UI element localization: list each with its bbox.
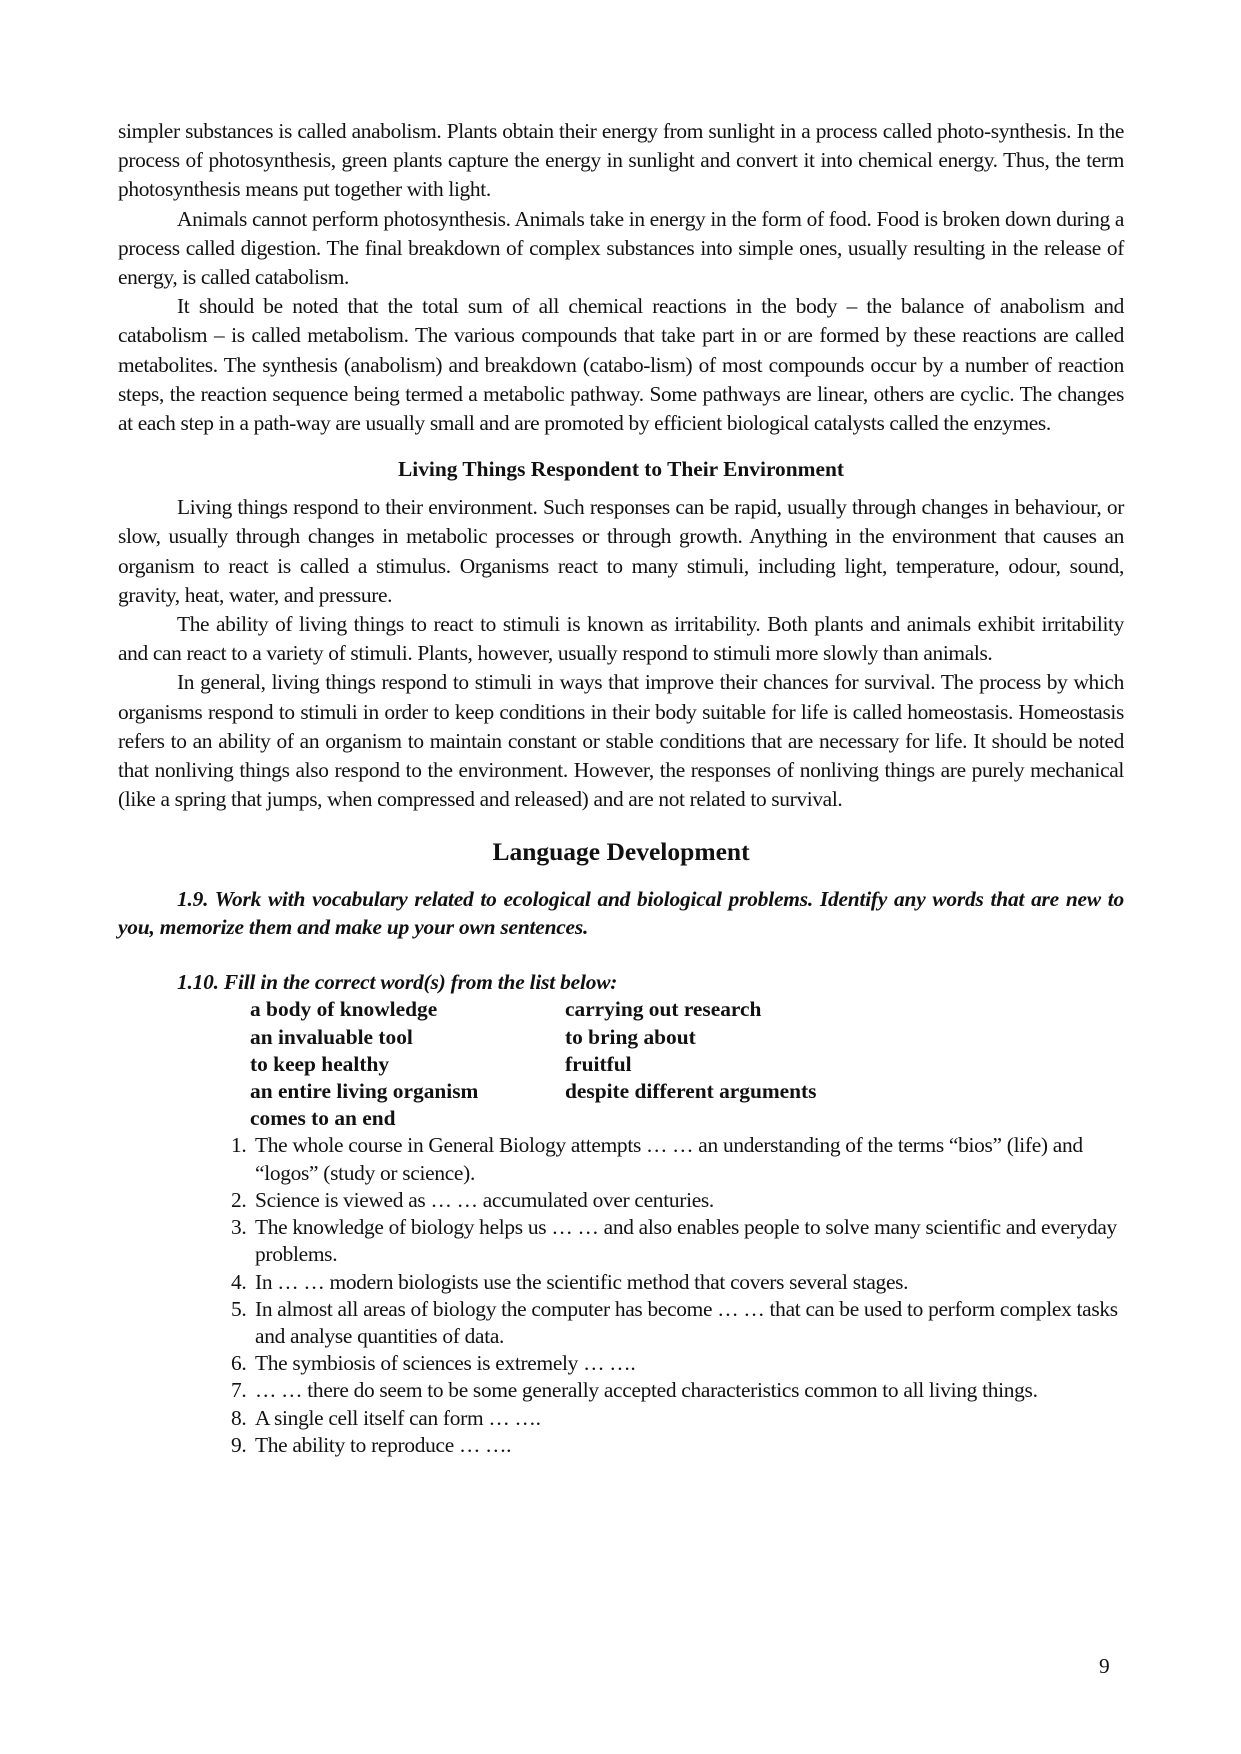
exercise-item bbox=[231, 1214, 1124, 1268]
paragraph-irritability: The ability of living things to react to stimuli is known as irritability. Both plants and animals exhibit irritability and can react to a variety of stimuli. Plants, however, usually respond to stimuli more slowly than animals. bbox=[118, 612, 1124, 666]
vocab-item: a body of knowledge bbox=[250, 997, 438, 1022]
paragraph-metabolism: It should be noted that the total sum of all chemical reactions in the body – the balance of anabolism and catabolism – is called metabolism. The various compounds that take part in or are formed by these reactions are called metabolites. The synthesis (anabolism) and breakdown (catabo-lism) of most compounds occur by a number of reaction steps, the reaction sequence being termed a metabolic pathway. Some pathways are linear, others are cyclic. The changes at each step in a path-way are usually small and are promoted by efficient biological catalysts called the enzymes. bbox=[118, 294, 1124, 436]
exercise-number: 7. bbox=[231, 1378, 247, 1403]
exercise-item bbox=[231, 1296, 1124, 1350]
page-content bbox=[118, 117, 1124, 1459]
exercise-item bbox=[231, 1269, 1124, 1296]
vocabulary-list bbox=[250, 996, 1124, 1132]
page-number: 9 bbox=[1099, 1654, 1110, 1678]
exercise-text: In almost all areas of biology the computer has become … … that can be used to perform complex tasks and analyse quantities of data. bbox=[255, 1296, 1118, 1348]
exercise-item bbox=[231, 1350, 1124, 1377]
exercise-text: The symbiosis of sciences is extremely … …. bbox=[255, 1351, 636, 1376]
paragraph-homeostasis: In general, living things respond to stimuli in ways that improve their chances for survival. The process by which organisms respond to stimuli in order to keep conditions in their body suitable for life is called homeostasis. Homeostasis refers to an ability of an organism to maintain constant or stable conditions that are necessary for life. It should be noted that nonliving things also respond to the environment. However, the responses of nonliving things are purely mechanical (like a spring that jumps, when compressed and released) and are not related to survival. bbox=[118, 670, 1124, 812]
exercise-text: … … there do seem to be some generally accepted characteristics common to all living things. bbox=[255, 1378, 1038, 1403]
vocab-item: carrying out research bbox=[565, 997, 762, 1022]
vocab-item: an entire living organism bbox=[250, 1079, 479, 1104]
paragraph-catabolism: Animals cannot perform photosynthesis. Animals take in energy in the form of food. Food is broken down during a process called digestion. The final breakdown of complex substances into simple ones, usually resulting in the release of energy, is called catabolism. bbox=[118, 206, 1124, 290]
exercise-text: A single cell itself can form … …. bbox=[255, 1405, 541, 1430]
exercise-item bbox=[231, 1432, 1124, 1459]
paragraph-anabolism: simpler substances is called anabolism. Plants obtain their energy from sunlight in a process called photo-synthesis. In the process of photosynthesis, green plants capture the energy in sunlight and convert it into chemical energy. Thus, the term photosynthesis means put together with light. bbox=[118, 119, 1124, 202]
exercise-number: 6. bbox=[231, 1351, 247, 1376]
exercise-item bbox=[231, 1187, 1124, 1214]
exercise-item bbox=[231, 1405, 1124, 1432]
exercise-number: 8. bbox=[231, 1405, 247, 1430]
section-heading: Living Things Respondent to Their Environment bbox=[398, 457, 844, 482]
vocab-item: an invaluable tool bbox=[250, 1024, 413, 1049]
exercise-number: 5. bbox=[231, 1296, 247, 1321]
vocab-item: to bring about bbox=[565, 1024, 696, 1049]
exercise-number: 2. bbox=[231, 1187, 247, 1212]
language-development-heading: Language Development bbox=[492, 837, 750, 867]
exercise-item bbox=[231, 1377, 1124, 1404]
exercise-text: The ability to reproduce … …. bbox=[255, 1432, 512, 1457]
vocab-item bbox=[565, 1105, 1124, 1132]
vocab-item: to keep healthy bbox=[250, 1051, 390, 1076]
paragraph-stimulus: Living things respond to their environment. Such responses can be rapid, usually through changes in behaviour, or slow, usually through changes in metabolic processes or through growth. Anything in the environment that causes an organism to react is called a stimulus. Organisms react to many stimuli, including light, temperature, odour, sound, gravity, heat, water, and pressure. bbox=[118, 495, 1124, 607]
vocab-item: comes to an end bbox=[250, 1106, 396, 1131]
exercise-number: 1. bbox=[231, 1133, 247, 1158]
exercise-text: Science is viewed as … … accumulated over centuries. bbox=[255, 1187, 714, 1212]
exercise-list bbox=[231, 1132, 1124, 1458]
exercise-text: The knowledge of biology helps us … … and also enables people to solve many scientific and everyday problems. bbox=[255, 1215, 1117, 1267]
task-1-10: 1.10. Fill in the correct word(s) from the list below: bbox=[177, 970, 618, 995]
exercise-text: The whole course in General Biology attempts … … an understanding of the terms “bios” (life) and “logos” (study or science). bbox=[255, 1133, 1083, 1185]
vocab-item: fruitful bbox=[565, 1051, 632, 1076]
exercise-number: 9. bbox=[231, 1432, 247, 1457]
exercise-text: In … … modern biologists use the scientific method that covers several stages. bbox=[255, 1269, 909, 1294]
exercise-item bbox=[231, 1132, 1124, 1186]
exercise-number: 4. bbox=[231, 1269, 247, 1294]
task-1-9: 1.9. Work with vocabulary related to ecological and biological problems. Identify any words that are new to you, memorize them and make up your own sentences. bbox=[118, 887, 1124, 940]
vocab-item: despite different arguments bbox=[565, 1079, 817, 1104]
exercise-number: 3. bbox=[231, 1215, 247, 1240]
